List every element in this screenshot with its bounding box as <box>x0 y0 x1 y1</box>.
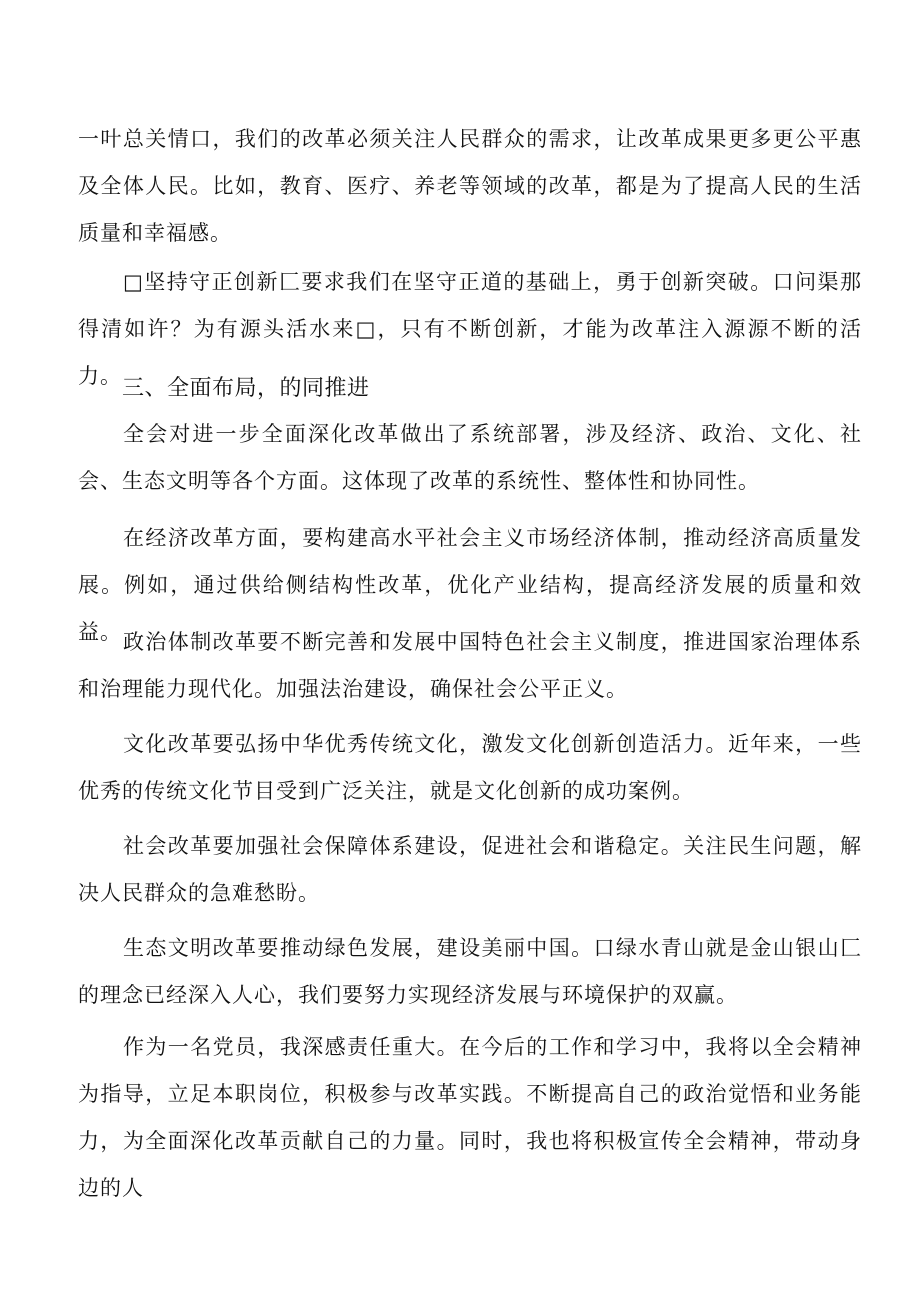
section-heading: 三、全面布局，的同推进 <box>122 376 370 401</box>
paragraph-political-reform: 政治体制改革要不断完善和发展中国特色社会主义制度，推进国家治理体系和治理能力现代化。加强法治建设，确保社会公平正义。 <box>78 630 862 701</box>
paragraph-social-reform: 社会改革要加强社会保障体系建设，促进社会和谐稳定。关注民生问题，解决人民群众的急难愁盼。 <box>78 834 862 905</box>
paragraph-system-deployment: 全会对进一步全面深化改革做出了系统部署，涉及经济、政治、文化、社会、生态文明等各个方面。这体现了改革的系统性、整体性和协同性。 <box>78 422 862 493</box>
paragraph-innovation: □坚持守正创新匚要求我们在坚守正道的基础上，勇于创新突破。口问渠那得清如许？为有源头活水来□，只有不断创新，才能为改革注入源源不断的活力。 <box>78 270 862 388</box>
paragraph-ecological-reform: 生态文明改革要推动绿色发展，建设美丽中国。口绿水青山就是金山银山匚的理念已经深入人心，我们要努力实现经济发展与环境保护的双赢。 <box>78 936 862 1007</box>
paragraph-party-member: 作为一名党员，我深感责任重大。在今后的工作和学习中，我将以全会精神为指导，立足本职岗位，积极参与改革实践。不断提高自己的政治觉悟和业务能力，为全面深化改革贡献自己的力量。同时，我也将积极宣传全会精神，带动身边的人 <box>78 1035 862 1200</box>
paragraph-economic-reform: 在经济改革方面，要构建高水平社会主义市场经济体制，推动经济高质量发展。例如，通过供给侧结构性改革，优化产业结构，提高经济发展的质量和效益。 <box>78 526 862 644</box>
paragraph-people-centered: 一叶总关情口，我们的改革必须关注人民群众的需求，让改革成果更多更公平惠及全体人民。比如，教育、医疗、养老等领域的改革，都是为了提高人民的生活质量和幸福感。 <box>78 127 862 245</box>
paragraph-cultural-reform: 文化改革要弘扬中华优秀传统文化，激发文化创新创造活力。近年来，一些优秀的传统文化节目受到广泛关注，就是文化创新的成功案例。 <box>78 732 862 803</box>
